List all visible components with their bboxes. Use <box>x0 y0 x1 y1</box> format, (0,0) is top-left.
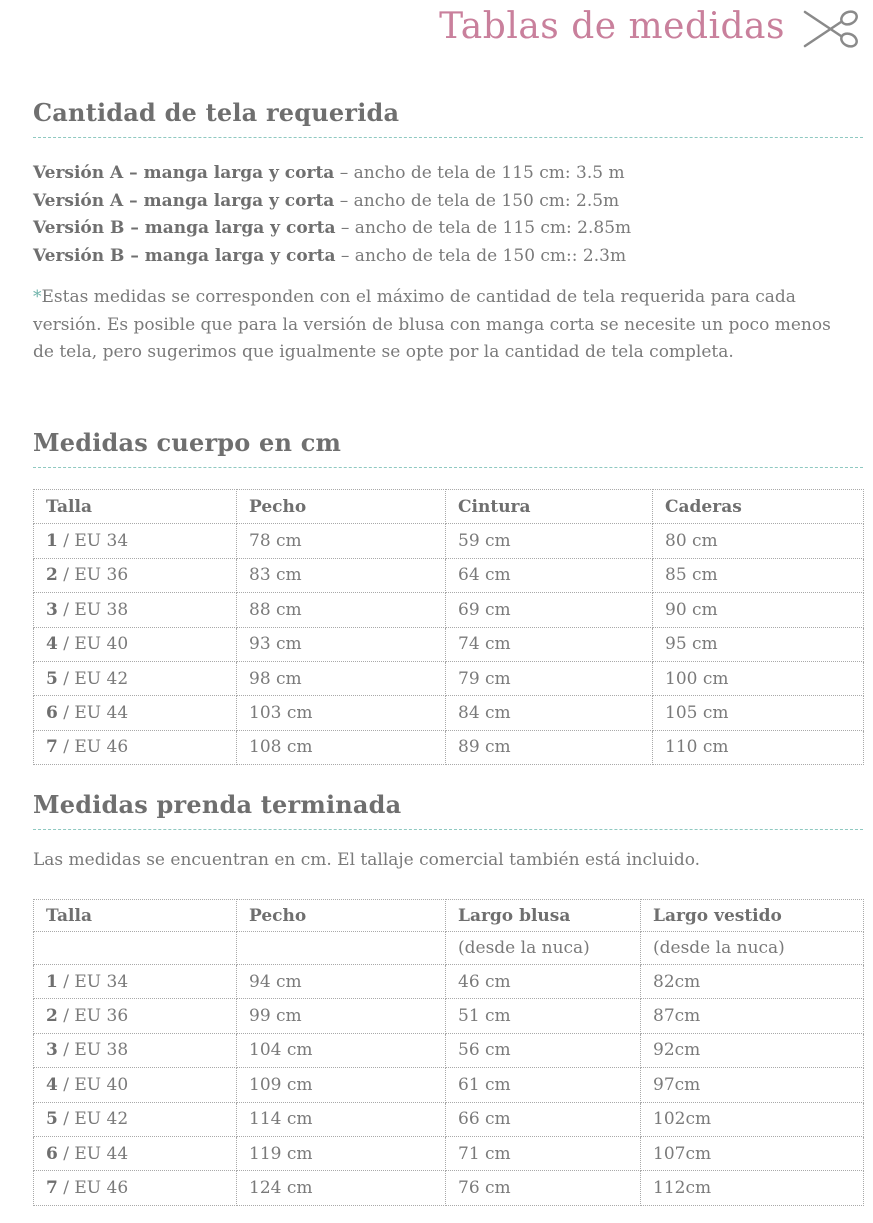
size-number: 3 <box>46 599 58 620</box>
size-cell <box>34 524 237 558</box>
waist-cell: 74 cm <box>446 627 653 661</box>
table-row <box>34 524 864 558</box>
size-eu: / EU 40 <box>57 634 129 655</box>
hips-cell: 105 cm <box>653 696 864 730</box>
size-number: 5 <box>46 668 58 689</box>
size-number: 7 <box>46 737 58 758</box>
scissors-icon <box>801 6 861 52</box>
body-measurements-table <box>33 489 864 765</box>
dress-length-cell: 92cm <box>641 1033 864 1067</box>
size-number: 5 <box>46 1109 58 1130</box>
garment-intro: Las medidas se encuentran en cm. El tallaje comercial también está incluido. <box>33 850 701 870</box>
waist-cell: 84 cm <box>446 696 653 730</box>
blouse-length-cell: 61 cm <box>446 1068 641 1102</box>
section-divider <box>33 137 863 138</box>
dress-length-cell: 102cm <box>641 1102 864 1136</box>
chest-cell: 98 cm <box>237 661 446 695</box>
version-label: Versión A – manga larga y corta <box>33 190 335 211</box>
page-header <box>0 0 873 70</box>
size-cell <box>34 1102 237 1136</box>
size-number: 7 <box>46 1178 58 1199</box>
size-number: 1 <box>46 531 58 552</box>
table-row <box>34 1171 864 1205</box>
size-number: 2 <box>46 565 58 586</box>
hips-cell: 95 cm <box>653 627 864 661</box>
table-row <box>34 593 864 627</box>
size-eu: / EU 40 <box>57 1074 129 1095</box>
column-subheader: (desde la nuca) <box>446 932 641 965</box>
table-row <box>34 1136 864 1170</box>
blouse-length-cell: 51 cm <box>446 999 641 1033</box>
size-number: 3 <box>46 1040 58 1061</box>
column-header: Caderas <box>653 490 864 524</box>
size-cell <box>34 627 237 661</box>
table-header-row <box>34 900 864 932</box>
size-eu: / EU 34 <box>57 531 129 552</box>
table-subheader-row <box>34 932 864 965</box>
size-cell <box>34 965 237 999</box>
body-section-title: Medidas cuerpo en cm <box>33 428 342 457</box>
column-header: Cintura <box>446 490 653 524</box>
size-eu: / EU 34 <box>57 971 129 992</box>
blouse-length-cell: 46 cm <box>446 965 641 999</box>
size-cell <box>34 1136 237 1170</box>
dress-length-cell: 112cm <box>641 1171 864 1205</box>
table-row <box>34 558 864 592</box>
size-eu: / EU 44 <box>57 1143 129 1164</box>
size-cell <box>34 1068 237 1102</box>
table-row <box>34 730 864 764</box>
waist-cell: 89 cm <box>446 730 653 764</box>
size-cell <box>34 999 237 1033</box>
hips-cell: 85 cm <box>653 558 864 592</box>
blouse-length-cell: 71 cm <box>446 1136 641 1170</box>
version-fabric: – ancho de tela de 115 cm: 2.85m <box>335 218 632 238</box>
size-cell <box>34 593 237 627</box>
note-asterisk: * <box>33 287 42 307</box>
garment-section-title: Medidas prenda terminada <box>33 790 402 819</box>
chest-cell: 78 cm <box>237 524 446 558</box>
size-number: 1 <box>46 971 58 992</box>
size-eu: / EU 38 <box>57 1040 129 1061</box>
size-cell <box>34 558 237 592</box>
column-header: Talla <box>34 490 237 524</box>
chest-cell: 124 cm <box>237 1171 446 1205</box>
version-label: Versión B – manga larga y corta <box>33 245 336 266</box>
chest-cell: 99 cm <box>237 999 446 1033</box>
size-number: 6 <box>46 1143 58 1164</box>
size-eu: / EU 36 <box>57 565 129 586</box>
table-row <box>34 1102 864 1136</box>
chest-cell: 83 cm <box>237 558 446 592</box>
version-label: Versión A – manga larga y corta <box>33 163 335 183</box>
fabric-section-title: Cantidad de tela requerida <box>33 98 400 127</box>
size-eu: / EU 44 <box>57 703 129 724</box>
table-row <box>34 661 864 695</box>
version-fabric: – ancho de tela de 150 cm:: 2.3m <box>335 245 627 266</box>
size-cell <box>34 696 237 730</box>
page-title: Tablas de medidas <box>439 6 785 47</box>
dress-length-cell: 82cm <box>641 965 864 999</box>
garment-measurements-table <box>33 899 864 1206</box>
size-eu: / EU 42 <box>57 668 129 689</box>
size-cell <box>34 661 237 695</box>
fabric-versions-list <box>33 160 631 270</box>
fabric-row <box>33 188 631 216</box>
chest-cell: 104 cm <box>237 1033 446 1067</box>
column-subheader: (desde la nuca) <box>641 932 864 965</box>
column-header: Talla <box>34 900 237 932</box>
size-eu: / EU 46 <box>57 737 129 758</box>
section-divider <box>33 829 863 830</box>
version-label: Versión B – manga larga y corta <box>33 218 336 238</box>
chest-cell: 108 cm <box>237 730 446 764</box>
chest-cell: 94 cm <box>237 965 446 999</box>
fabric-row <box>33 160 631 188</box>
waist-cell: 69 cm <box>446 593 653 627</box>
size-cell <box>34 1171 237 1205</box>
chest-cell: 103 cm <box>237 696 446 730</box>
dress-length-cell: 107cm <box>641 1136 864 1170</box>
fabric-row <box>33 215 631 243</box>
table-row <box>34 1068 864 1102</box>
fabric-note <box>33 284 843 367</box>
table-row <box>34 965 864 999</box>
column-subheader <box>237 932 446 965</box>
size-number: 4 <box>46 634 58 655</box>
version-fabric: – ancho de tela de 115 cm: 3.5 m <box>334 163 625 183</box>
column-header: Largo vestido <box>641 900 864 932</box>
size-number: 2 <box>46 1006 58 1027</box>
waist-cell: 64 cm <box>446 558 653 592</box>
blouse-length-cell: 56 cm <box>446 1033 641 1067</box>
chest-cell: 88 cm <box>237 593 446 627</box>
version-fabric: – ancho de tela de 150 cm: 2.5m <box>334 190 620 211</box>
chest-cell: 93 cm <box>237 627 446 661</box>
section-divider <box>33 467 863 468</box>
waist-cell: 79 cm <box>446 661 653 695</box>
fabric-row <box>33 243 631 271</box>
size-cell <box>34 1033 237 1067</box>
size-eu: / EU 36 <box>57 1006 129 1027</box>
size-cell <box>34 730 237 764</box>
hips-cell: 110 cm <box>653 730 864 764</box>
hips-cell: 100 cm <box>653 661 864 695</box>
table-header-row <box>34 490 864 524</box>
table-row <box>34 627 864 661</box>
column-subheader <box>34 932 237 965</box>
waist-cell: 59 cm <box>446 524 653 558</box>
size-eu: / EU 46 <box>57 1178 129 1199</box>
column-header: Pecho <box>237 900 446 932</box>
blouse-length-cell: 76 cm <box>446 1171 641 1205</box>
column-header: Pecho <box>237 490 446 524</box>
dress-length-cell: 87cm <box>641 999 864 1033</box>
size-number: 6 <box>46 703 58 724</box>
size-eu: / EU 38 <box>57 599 129 620</box>
chest-cell: 114 cm <box>237 1102 446 1136</box>
column-header: Largo blusa <box>446 900 641 932</box>
hips-cell: 90 cm <box>653 593 864 627</box>
table-row <box>34 696 864 730</box>
dress-length-cell: 97cm <box>641 1068 864 1102</box>
chest-cell: 109 cm <box>237 1068 446 1102</box>
note-text: Estas medidas se corresponden con el máximo de cantidad de tela requerida para cada versión. Es posible que para la versión de blusa con manga corta se necesite un poco menos de tela, pero sugerimos que igualmente se opte por la cantidad de tela completa. <box>33 287 831 362</box>
table-row <box>34 999 864 1033</box>
blouse-length-cell: 66 cm <box>446 1102 641 1136</box>
table-row <box>34 1033 864 1067</box>
size-number: 4 <box>46 1074 58 1095</box>
size-eu: / EU 42 <box>57 1109 129 1130</box>
hips-cell: 80 cm <box>653 524 864 558</box>
chest-cell: 119 cm <box>237 1136 446 1170</box>
